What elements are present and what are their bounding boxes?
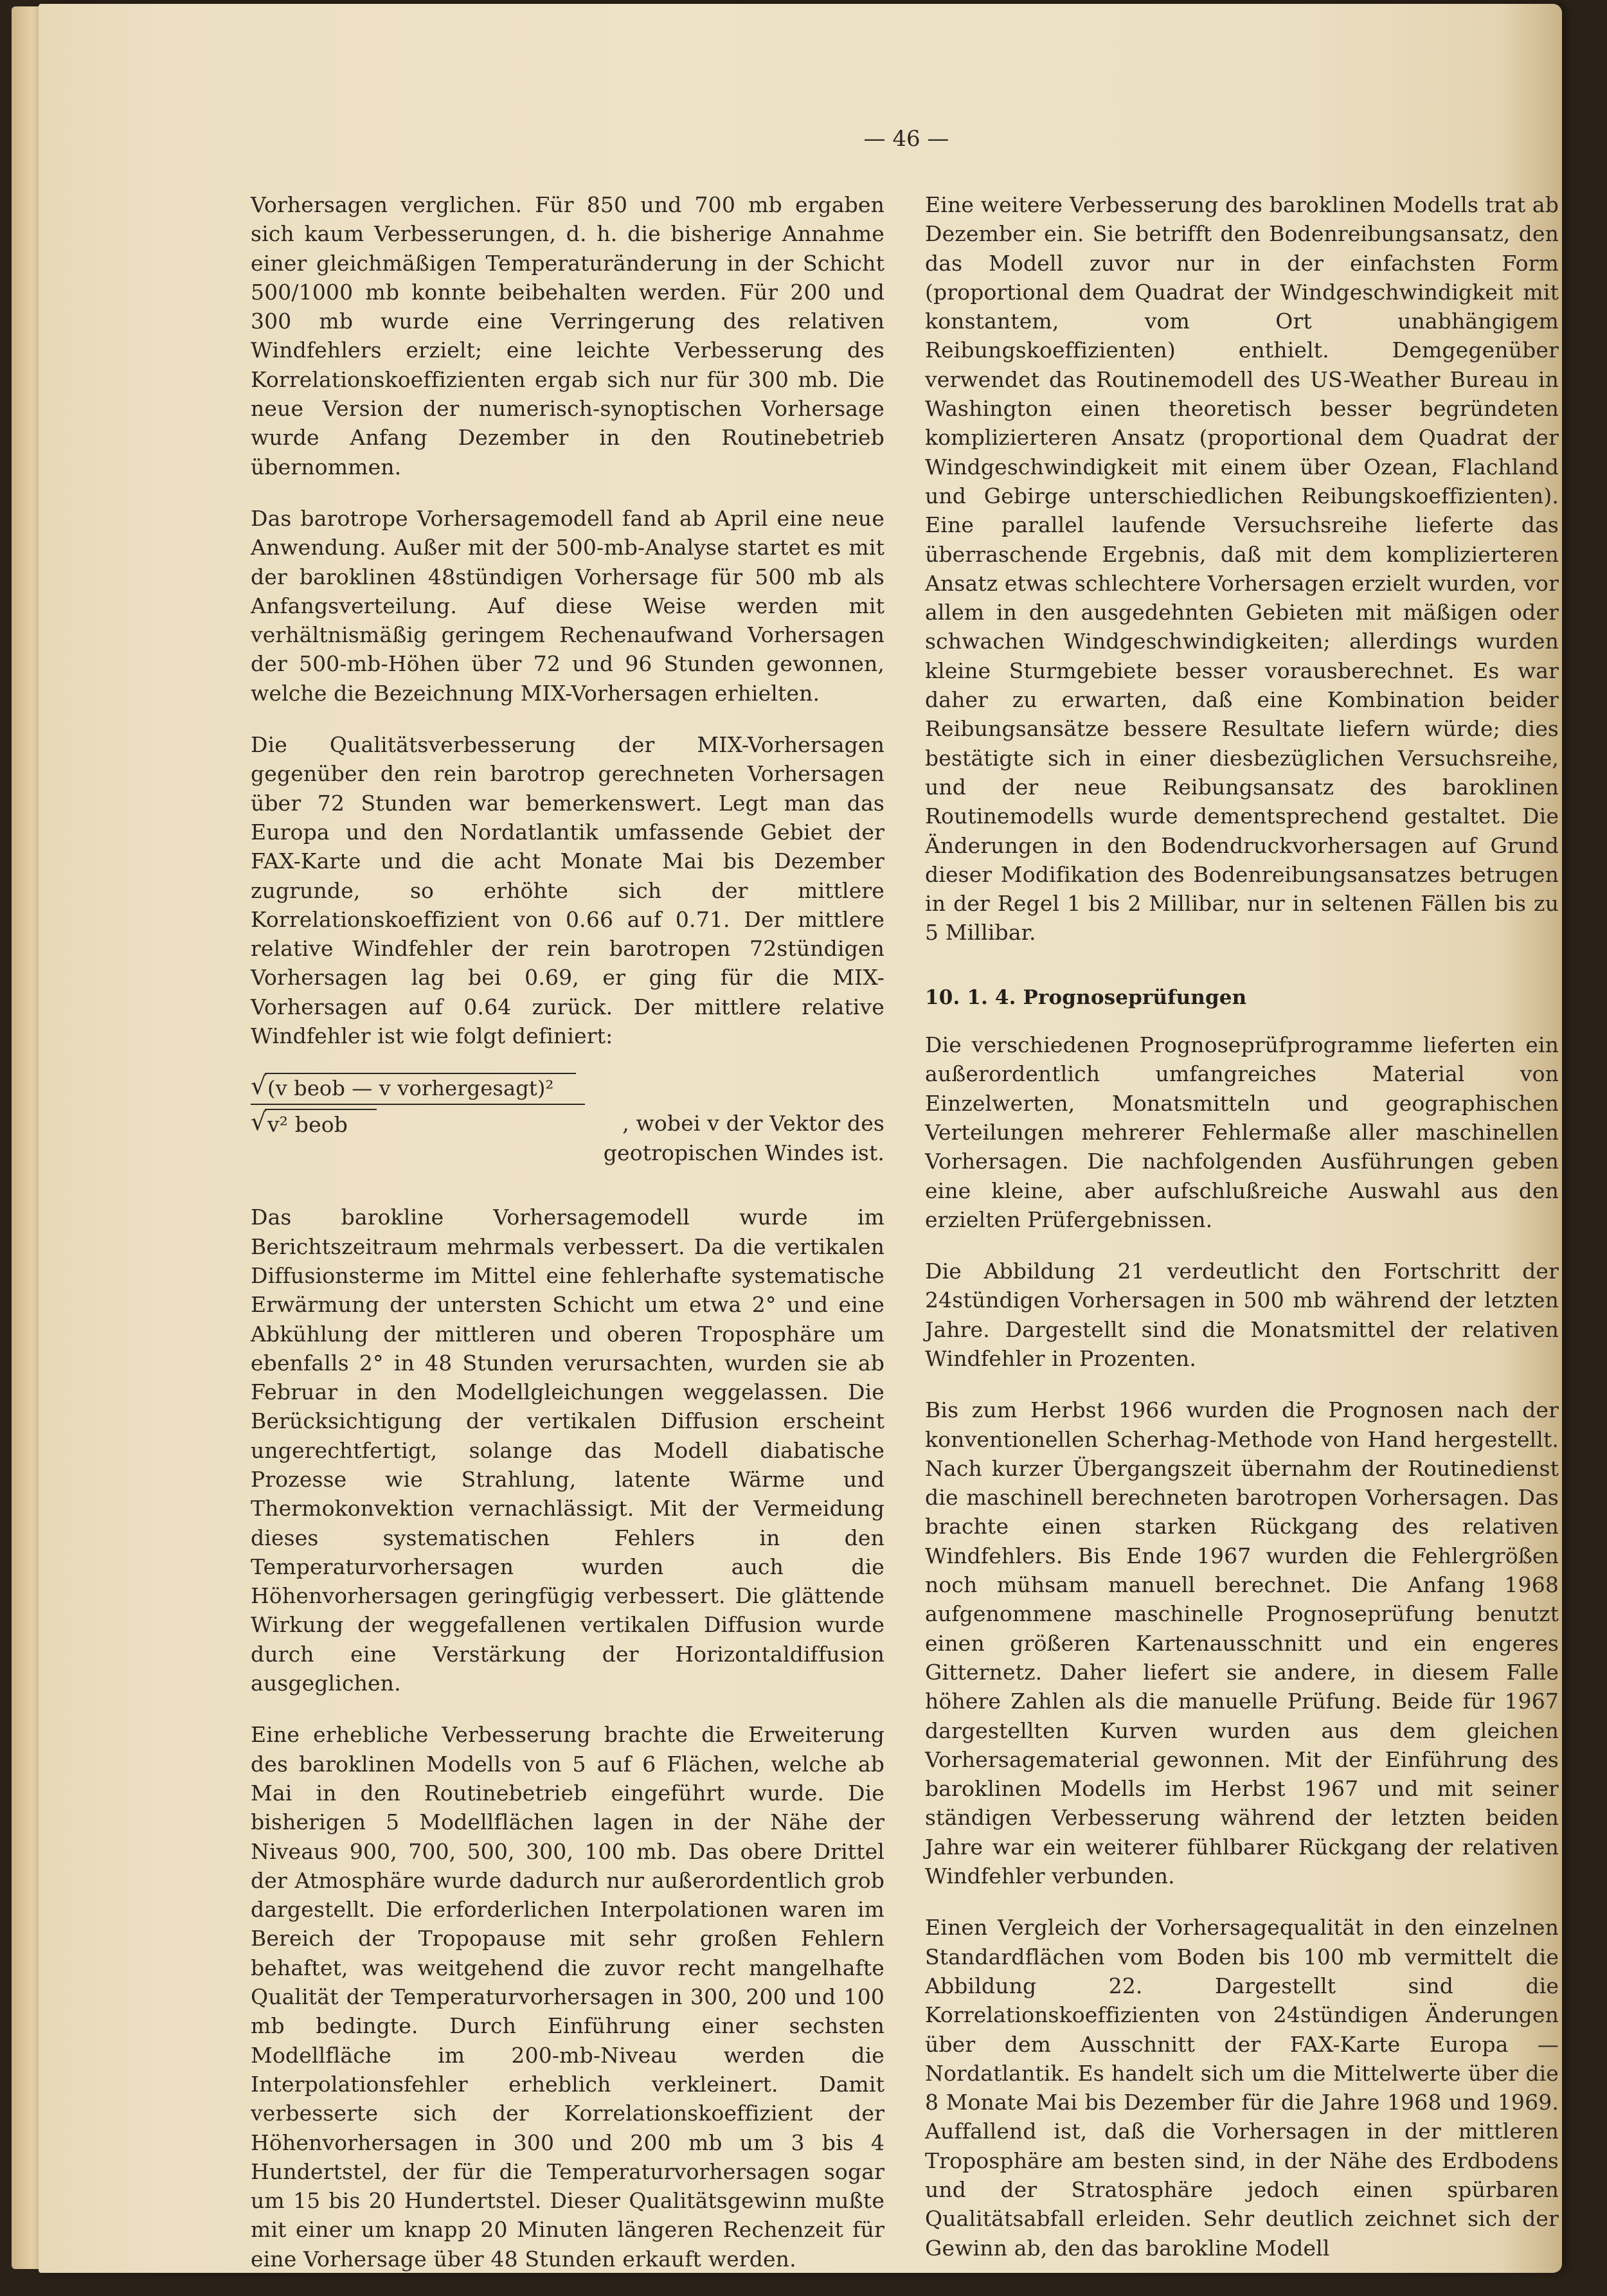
paragraph: Die verschiedenen Prognoseprüfprogramme lieferten ein außerordentlich umfangreiches Material von Einzelwerten, Monatsmitteln und geographischen Verteilungen mehrerer Fehlermaße aller maschinellen Vorhersagen. Die nachfolgenden Ausführungen geben eine kleine, aber aufschlußreiche Auswahl aus den erzielten Prüfergebnissen. <box>925 1032 1559 1232</box>
paragraph: Das barotrope Vorhersagemodell fand ab April eine neue Anwendung. Außer mit der 500-mb-Analyse startet es mit der baroklinen 48stündigen Vorhersage für 500 mb als Anfangsverteilung. Auf diese Weise werden mit verhältnismäßig geringem Rechenaufwand Vorhersagen der 500-mb-Höhen über 72 und 96 Stunden gewonnen, welche die Bezeichnung MIX-Vorhersagen erhielten. <box>251 505 884 706</box>
paragraph: Einen Vergleich der Vorhersagequalität in den einzelnen Standardflächen vom Boden bis 100 mb vermittelt die Abbildung 22. Dargestellt sind die Korrelationskoeffizienten von 24stündigen Änderungen über dem Ausschnitt der FAX-Karte Europa — Nordatlantik. Es handelt sich um die Mittelwerte über die 8 Monate Mai bis Dezember für die Jahre 1968 und 1969. Auffallend ist, daß die Vorhersagen in der mittleren Troposphäre am besten sind, in der Nähe des Erdbodens und der Stratosphäre jedoch einen spürbaren Qualitätsabfall erleiden. Sehr deutlich zeichnet sich der Gewinn ab, den das barokline Modell <box>925 1915 1559 2261</box>
formula-wind-error <box>251 1073 884 1182</box>
paragraph: Die Abbildung 21 verdeutlicht den Fortschritt der 24stündigen Vorhersagen in 500 mb während der letzten Jahre. Dargestellt sind die Monatsmittel der relativen Windfehler in Prozenten. <box>925 1259 1559 1371</box>
paragraph: Vorhersagen verglichen. Für 850 und 700 mb ergaben sich kaum Verbesserungen, d. h. die bisherige Annahme einer gleichmäßigen Temperaturänderung in der Schicht 500/1000 mb konnte beibehalten werden. Für 200 und 300 mb wurde eine Verringerung des relativen Windfehlers erzielt; eine leichte Verbesserung des Korrelationskoeffizienten ergab sich nur für 300 mb. Die neue Version der numerisch-synoptischen Vorhersage wurde Anfang Dezember in den Routinebetrieb übernommen. <box>251 192 884 480</box>
formula-note: , wobei v der Vektor des geotropischen Windes ist. <box>603 1111 884 1165</box>
formula-numerator-text: (v beob — v vorhergesagt)² <box>265 1073 576 1103</box>
paragraph: Das barokline Vorhersagemodell wurde im Berichtszeitraum mehrmals verbessert. Da die vertikalen Diffusionsterme im Mittel eine fehlerhafte systematische Erwärmung der untersten Schicht um etwa 2° und eine Abkühlung der mittleren und oberen Troposphäre um ebenfalls 2° in 48 Stunden verursachten, wurden sie ab Februar in den Modellgleichungen weggelassen. Die Berücksichtigung der vertikalen Diffusion erscheint ungerechtfertigt, solange das Modell diabatische Prozesse wie Strahlung, latente Wärme und Thermokonvektion vernachlässigt. Mit der Vermeidung dieses systematischen Fehlers in den Temperaturvorhersagen wurden auch die Höhenvorhersagen geringfügig verbessert. Die glättende Wirkung der weggefallenen vertikalen Diffusion wurde durch eine Verstärkung der Horizontaldiffusion ausgeglichen. <box>251 1205 884 1696</box>
sqrt-symbol: √ <box>251 1072 267 1100</box>
section-heading: 10. 1. 4. Prognoseprüfungen <box>925 985 1247 1009</box>
formula-numerator <box>251 1073 585 1105</box>
right-column <box>925 190 1559 2285</box>
sqrt-symbol: √ <box>251 1108 267 1136</box>
formula-denominator-text: v² beob <box>265 1109 377 1139</box>
paragraph: Die Qualitätsverbesserung der MIX-Vorhersagen gegenüber den rein barotrop gerechneten Vorhersagen über 72 Stunden war bemerkenswert. Legt man das Europa und den Nordatlantik umfassende Gebiet der FAX-Karte und die acht Monate Mai bis Dezember zugrunde, so erhöhte sich der mittlere Korrelationskoeffizient von 0.66 auf 0.71. Der mittlere relative Windfehler der rein barotropen 72stündigen Vorhersagen lag bei 0.69, er ging für die MIX-Vorhersagen auf 0.64 zurück. Der mittlere relative Windfehler ist wie folgt definiert: <box>251 732 884 1049</box>
paragraph: Eine erhebliche Verbesserung brachte die Erweiterung des baroklinen Modells von 5 auf 6 Flächen, welche ab Mai in den Routinebetrieb eingeführt wurde. Die bisherigen 5 Modellflächen lagen in der Nähe der Niveaus 900, 700, 500, 300, 100 mb. Das obere Drittel der Atmosphäre wurde dadurch nur außerordentlich grob dargestellt. Die erforderlichen Interpolationen waren im Bereich der Tropopause mit sehr großen Fehlern behaftet, was weitgehend die zuvor recht mangelhafte Qualität der Temperaturvorhersagen in 300, 200 und 100 mb bedingte. Durch Einführung einer sechsten Modellfläche im 200-mb-Niveau werden die Interpolationsfehler erheblich verkleinert. Damit verbesserte sich der Korrelationskoeffizient der Höhenvorhersagen in 300 und 200 mb um 3 bis 4 Hundertstel, der für die Temperaturvorhersagen sogar um 15 bis 20 Hundertstel. Dieser Qualitätsgewinn mußte mit einer um knapp 20 Minuten längeren Rechenzeit für eine Vorhersage über 48 Stunden erkauft werden. <box>251 1722 884 2272</box>
paragraph: Bis zum Herbst 1966 wurden die Prognosen nach der konventionellen Scherhag-Methode von Hand hergestellt. Nach kurzer Übergangszeit übernahm der Routinedienst die maschinell berechneten barotropen Vorhersagen. Das brachte einen starken Rückgang des relativen Windfehlers. Bis Ende 1967 wurden die Fehlergrößen noch mühsam manuell berechnet. Die Anfang 1968 aufgenommene maschinelle Prognoseprüfung benutzt einen größeren Kartenausschnitt und ein engeres Gitternetz. Daher liefert sie andere, in diesem Falle höhere Zahlen als die manuelle Prüfung. Beide für 1967 dargestellten Kurven wurden aus dem gleichen Vorhersagematerial gewonnen. Mit der Einführung des baroklinen Modells im Herbst 1967 und mit seiner ständigen Verbesserung während der letzten beiden Jahre war ein weiterer fühlbarer Rückgang der relativen Windfehler verbunden. <box>925 1397 1559 1889</box>
page-number: — 46 — <box>863 126 949 152</box>
paragraph: Eine weitere Verbesserung des baroklinen Modells trat ab Dezember ein. Sie betrifft den Bodenreibungsansatz, den das Modell zuvor nur in der einfachsten Form (proportional dem Quadrat der Windgeschwindigkeit mit konstantem, vom Ort unabhängigem Reibungskoeffizienten) enthielt. Demgegenüber verwendet das Routinemodell des US-Weather Bureau in Washington einen theoretisch besser begründeten komplizierteren Ansatz (proportional dem Quadrat der Windgeschwindigkeit mit einem über Ozean, Flachland und Gebirge unterschiedlichen Reibungskoeffizienten). Eine parallel laufende Versuchsreihe lieferte das überraschende Ergebnis, daß mit dem komplizierteren Ansatz etwas schlechtere Vorhersagen erzielt wurden, vor allem in den ausgedehnten Gebieten mit mäßigen oder schwachen Windgeschwindigkeiten; allerdings wurden kleine Sturmgebiete besser vorausberechnet. Es war daher zu erwarten, daß eine Kombination beider Reibungsansätze bessere Resultate liefern würde; dies bestätigte sich in einer diesbezüglichen Versuchsreihe, und der neue Reibungsansatz des baroklinen Routinemodells wurde dementsprechend gestaltet. Die Änderungen in den Bodendruckvorhersagen auf Grund dieser Modifikation des Bodenreibungsansatzes betrugen in der Regel 1 bis 2 Millibar, nur in seltenen Fällen bis zu 5 Millibar. <box>925 192 1559 946</box>
left-column <box>251 190 884 2296</box>
